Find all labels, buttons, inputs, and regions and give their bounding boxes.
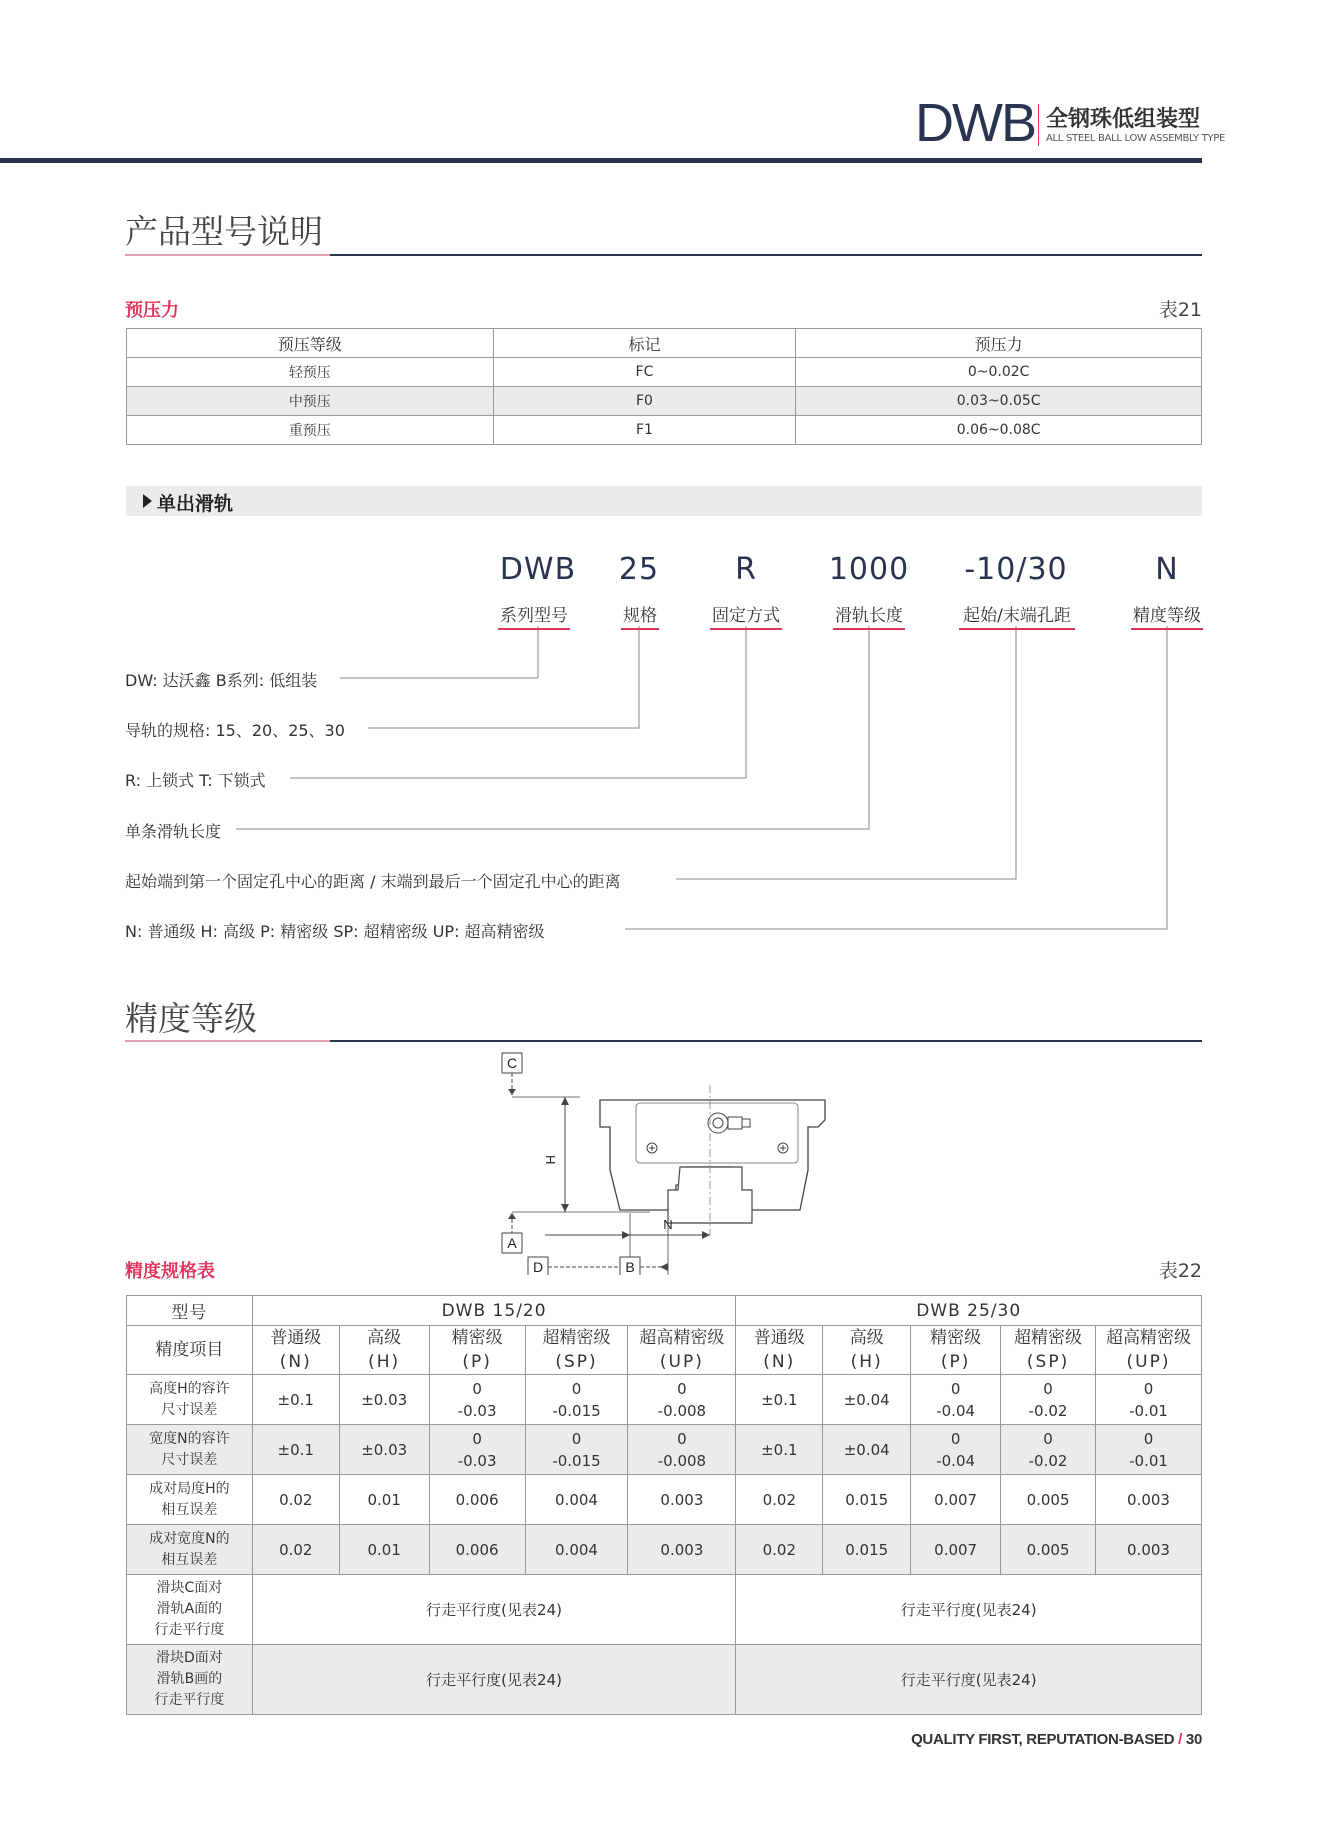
cell-value: -0.008 [657,1451,707,1470]
table-cell [339,1475,429,1525]
code-description: R: 上锁式 T: 下锁式 [125,768,268,791]
code-mount: R [735,552,757,587]
single-rail-banner [126,486,1202,516]
level-header-cell [823,1326,911,1375]
cell-value: 0 [1043,1379,1053,1398]
level-header-cell [339,1326,429,1375]
cell-value: 0.004 [555,1540,598,1559]
header-title-en: ALL STEEL BALL LOW ASSEMBLY TYPE [1046,133,1226,144]
code-label: 起始/末端孔距 [959,601,1075,630]
table-row [127,1575,1202,1645]
table-row [127,1375,1202,1425]
code-description: DW: 达沃鑫 B系列: 低组装 [125,668,319,691]
cell-value: 0.02 [279,1540,313,1559]
level-code: (P) [462,1352,492,1372]
table-cell [628,1475,736,1525]
table-cell [1001,1525,1096,1575]
table-cell [911,1525,1001,1575]
leader-line [676,626,1016,879]
row-label-line: 尺寸误差 [161,1451,218,1468]
row-label-cell [127,1525,253,1575]
level-header-cell [252,1326,339,1375]
level-name: 高级 [849,1328,884,1348]
table-header-cell: 精度项目 [127,1326,253,1375]
section-title-accuracy: 精度等级 [125,999,257,1038]
table-cell [911,1375,1001,1425]
table-header-row [127,1326,1202,1375]
code-label: 精度等级 [1131,601,1203,630]
cell-value: ±0.03 [361,1440,408,1459]
level-name: 普通级 [753,1328,805,1348]
triangle-right-icon [143,494,152,508]
accuracy-spec-table [126,1295,1202,1715]
row-label-line: 滑块C面对 [156,1580,223,1596]
cell-value: 0 [677,1379,687,1398]
code-label: 系列型号 [498,601,570,630]
level-name: 精密级 [930,1328,982,1348]
table-cell [628,1425,736,1475]
table-header-cell: 预压等级 [127,329,494,358]
table-cell [339,1425,429,1475]
datum-c-label: C [506,1055,518,1071]
table-cell [1001,1375,1096,1425]
preload-table [126,328,1202,445]
row-label-line: 滑块D面对 [156,1650,223,1666]
cell-value: ±0.04 [843,1390,890,1409]
cell-value: -0.03 [457,1451,497,1470]
leader-line [290,626,746,778]
row-label-line: 滑轨A面的 [156,1601,223,1617]
code-length: 1000 [828,552,910,587]
row-label-line: 高度H的容许 [149,1380,230,1397]
level-header-cell [911,1326,1001,1375]
code-label: 滑轨长度 [833,601,905,630]
dim-h-label: H [543,1155,558,1165]
table-header-row [127,1296,1202,1326]
level-code: (UP) [659,1352,704,1372]
cell-value: 0.015 [845,1490,889,1509]
code-accuracy: N [1155,552,1179,587]
row-label-line: 宽度N的容许 [149,1430,230,1447]
table-cell: F1 [493,416,796,445]
cell-value: -0.04 [936,1451,976,1470]
level-code: (UP) [1126,1352,1171,1372]
level-header-cell [736,1326,823,1375]
level-name: 超精密级 [542,1328,611,1348]
table-cell [736,1525,823,1575]
cell-value: -0.01 [1129,1451,1168,1470]
code-series: DWB [499,552,577,587]
level-code: (SP) [1026,1352,1070,1372]
table-cell [911,1425,1001,1475]
table-cell: FC [493,358,796,387]
table-row [127,1525,1202,1575]
table-cell [1001,1475,1096,1525]
cell-value: 0 [472,1379,482,1398]
footer [911,1731,1202,1748]
page-number: 30 [1185,1731,1202,1748]
level-name: 高级 [367,1328,402,1348]
cell-value: -0.008 [657,1401,707,1420]
cell-value: 0.02 [762,1490,796,1509]
single-rail-title: 单出滑轨 [157,493,234,515]
table-cell [823,1425,911,1475]
cell-value: ±0.1 [277,1390,314,1409]
accuracy-drawing [480,1045,860,1275]
row-label-cell [127,1375,253,1425]
cell-value: 0 [950,1429,961,1448]
table-row [127,387,1202,416]
table-row [127,1425,1202,1475]
table-cell: 轻预压 [127,358,494,387]
level-name: 超高精密级 [1106,1328,1191,1348]
cell-value: 0 [472,1429,482,1448]
cell-value: ±0.04 [843,1440,890,1459]
level-name: 普通级 [270,1328,322,1348]
cell-value: 0.003 [1127,1490,1170,1509]
table-cell [429,1425,525,1475]
cell-value: -0.01 [1129,1401,1168,1420]
datum-d-label: D [532,1259,544,1275]
section-title-model: 产品型号说明 [125,212,323,251]
table-header-cell: 预压力 [796,329,1202,358]
code-label: 规格 [621,601,659,630]
parallelism-cell: 行走平行度(见表24) [736,1575,1202,1645]
cell-value: 0.01 [367,1490,401,1509]
level-header-cell [628,1326,736,1375]
row-label-cell [127,1575,253,1645]
cell-value: ±0.1 [761,1390,798,1409]
table-cell [628,1375,736,1425]
table-row [127,358,1202,387]
table-cell [525,1525,628,1575]
cell-value: 0.003 [660,1490,704,1509]
table-row [127,1475,1202,1525]
table-cell: 0~0.02C [796,358,1202,387]
cell-value: 0.007 [934,1540,978,1559]
table-row [127,416,1202,445]
cell-value: ±0.03 [361,1390,408,1409]
table-cell [1096,1525,1202,1575]
table-cell [525,1475,628,1525]
level-code: (H) [368,1352,401,1372]
table-header-cell: DWB 15/20 [252,1296,736,1326]
spec-subtitle: 精度规格表 [125,1261,215,1282]
table-cell [252,1525,339,1575]
row-label-line: 尺寸误差 [161,1401,218,1418]
table-cell [823,1525,911,1575]
table-cell [252,1475,339,1525]
table-header-cell: DWB 25/30 [736,1296,1202,1326]
table-cell [252,1375,339,1425]
cell-value: 0 [571,1379,582,1398]
table-cell: 0.06~0.08C [796,416,1202,445]
cell-value: 0.005 [1026,1490,1070,1509]
table-cell [823,1375,911,1425]
row-label-line: 相互误差 [161,1501,218,1518]
cell-value: 0.005 [1026,1540,1070,1559]
preload-subtitle: 预压力 [125,300,179,321]
cell-value: ±0.1 [761,1440,798,1459]
table-cell [736,1425,823,1475]
cell-value: -0.03 [457,1401,497,1420]
level-header-cell [1096,1326,1202,1375]
level-header-cell [429,1326,525,1375]
dim-n-label: N [663,1217,673,1232]
header-rule [0,158,1202,163]
cell-value: -0.015 [552,1401,601,1420]
row-label-line: 行走平行度 [154,1692,225,1708]
table-cell [252,1425,339,1475]
code-description: 单条滑轨长度 [125,819,223,842]
table-cell [525,1375,628,1425]
row-label-line: 成对宽度N的 [149,1530,230,1547]
cell-value: -0.02 [1028,1451,1068,1470]
table-cell [429,1375,525,1425]
footer-separator: / [1178,1731,1183,1748]
cell-value: 0.003 [1127,1540,1170,1559]
header-separator [1038,104,1039,146]
table-cell: 重预压 [127,416,494,445]
table-cell [736,1375,823,1425]
section-rule [125,254,1202,256]
code-size: 25 [618,552,660,587]
leader-line [368,626,639,728]
row-label-line: 滑轨B画的 [156,1671,223,1687]
cell-value: 0 [677,1429,687,1448]
table-cell [736,1475,823,1525]
cell-value: 0.01 [367,1540,401,1559]
section-rule [125,1040,1202,1042]
row-label-cell [127,1425,253,1475]
row-label-line: 成对局度H的 [149,1480,230,1497]
cell-value: -0.015 [552,1451,601,1470]
table-row [127,1645,1202,1715]
level-code: (N) [763,1352,796,1372]
table-cell [1096,1425,1202,1475]
table-header-cell: 标记 [493,329,796,358]
table-cell [339,1375,429,1425]
cell-value: 0 [1043,1429,1053,1448]
code-label: 固定方式 [710,601,782,630]
brand-logo: DWB [915,93,1035,153]
cell-value: 0 [950,1379,961,1398]
cell-value: 0 [571,1429,582,1448]
cell-value: 0.006 [455,1490,499,1509]
table-cell [1096,1375,1202,1425]
cell-value: 0.003 [660,1540,704,1559]
leader-line [340,626,538,678]
row-label-line: 相互误差 [161,1551,218,1568]
footer-slogan: QUALITY FIRST, REPUTATION-BASED [911,1731,1175,1748]
level-code: (H) [850,1352,883,1372]
level-code: (P) [940,1352,971,1372]
table-cell [429,1525,525,1575]
table-cell [1001,1425,1096,1475]
cell-value: -0.02 [1028,1401,1068,1420]
parallelism-cell: 行走平行度(见表24) [252,1645,736,1715]
code-hole-pitch: -10/30 [964,552,1068,587]
level-name: 超精密级 [1014,1328,1083,1348]
row-label-cell [127,1475,253,1525]
table21-number: 表21 [1158,299,1202,321]
table-cell: 中预压 [127,387,494,416]
table-header-row [127,329,1202,358]
level-name: 精密级 [451,1328,503,1348]
table-cell [1096,1475,1202,1525]
parallelism-cell: 行走平行度(见表24) [736,1645,1202,1715]
table-header-cell: 型号 [127,1296,253,1326]
cell-value: 0.02 [762,1540,796,1559]
level-header-cell [1001,1326,1096,1375]
code-description: N: 普通级 H: 高级 P: 精密级 SP: 超精密级 UP: 超高精密级 [125,919,547,942]
cell-value: -0.04 [936,1401,976,1420]
table22-number: 表22 [1158,1260,1202,1282]
cell-value: 0.007 [934,1490,978,1509]
parallelism-cell: 行走平行度(见表24) [252,1575,736,1645]
table-cell [339,1525,429,1575]
table-cell [911,1475,1001,1525]
table-cell [628,1525,736,1575]
cell-value: 0 [1143,1429,1154,1448]
cell-value: 0.015 [845,1540,889,1559]
cell-value: ±0.1 [277,1440,314,1459]
level-code: (N) [279,1352,312,1372]
level-name: 超高精密级 [639,1328,725,1348]
datum-a-label: A [507,1235,517,1251]
datum-b-label: B [625,1259,635,1275]
table-cell [823,1475,911,1525]
cell-value: 0.02 [279,1490,313,1509]
cell-value: 0.006 [455,1540,499,1559]
level-header-cell [525,1326,628,1375]
header-title-zh: 全钢珠低组装型 [1046,107,1201,132]
table-cell: 0.03~0.05C [796,387,1202,416]
row-label-cell [127,1645,253,1715]
table-cell [429,1475,525,1525]
table-cell: F0 [493,387,796,416]
row-label-line: 行走平行度 [154,1622,225,1638]
cell-value: 0 [1143,1379,1154,1398]
code-description: 导轨的规格: 15、20、25、30 [125,718,347,741]
cell-value: 0.004 [555,1490,598,1509]
level-code: (SP) [555,1352,598,1372]
table-cell [525,1425,628,1475]
code-description: 起始端到第一个固定孔中心的距离 / 末端到最后一个固定孔中心的距离 [125,869,623,892]
